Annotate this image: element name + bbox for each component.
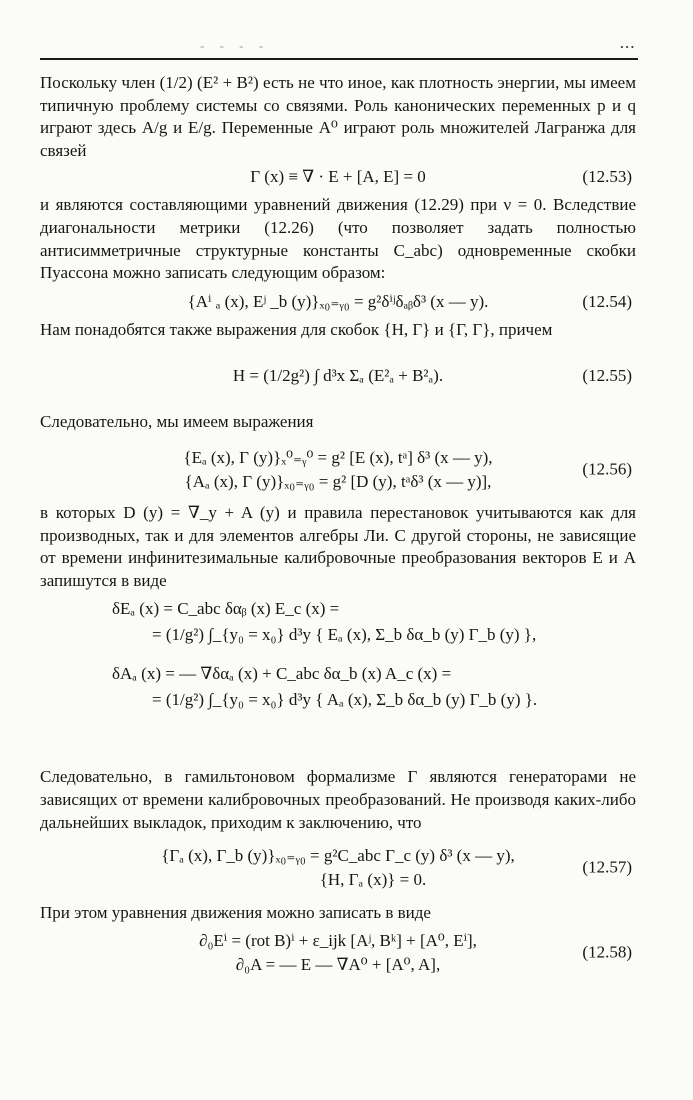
equation-text: {Aⁱ ₐ (x), Eʲ _b (y)}ₓ₀₌ᵧ₀ = g²δⁱʲδₐᵦδ³ (x — y).	[187, 291, 489, 311]
header-fragment: - - - -	[200, 38, 270, 53]
equation-text: H = (1/2g²) ∫ d³x Σₐ (E²ₐ + B²ₐ).	[232, 366, 444, 386]
equation-body	[161, 842, 515, 892]
paragraph-3: Нам понадобятся также выражения для скобок {H, Γ} и {Γ, Γ}, причем	[40, 319, 553, 339]
equation-line: ∂₀A = — E — ∇A⁰ + [A⁰, A],	[235, 954, 441, 974]
equation-number: (12.54)	[582, 291, 632, 311]
header-rule	[40, 58, 638, 60]
paragraph-2: и являются составляющими уравнений движения (12.29) при ν = 0. Вследствие диагональности метрики (12.26) (что позволяет задать полностью антисимметричные структурные константы C_abc) одновременные скобки Пуассона можно записать следующим образом:	[40, 195, 636, 283]
equation-body	[183, 444, 492, 494]
equation-body	[199, 927, 477, 977]
equation-number: (12.56)	[582, 459, 632, 479]
paragraph-7: При этом уравнения движения можно записать в виде	[40, 903, 431, 923]
equation-gauge-transformations	[40, 596, 636, 752]
equation-number: (12.55)	[582, 366, 632, 386]
paragraph-1: Поскольку член (1/2) (E² + B²) есть не что иное, как плотность энергии, мы имеем типичную проблему системы со связями. Роль канонических переменных p и q играют здесь A/g и E/g. Переменные A⁰ играют роль множителей Лагранжа для связей	[40, 73, 636, 160]
equation-number: (12.57)	[582, 857, 632, 877]
equation-line: {Γₐ (x), Γ_b (y)}ₓ₀₌ᵧ₀ = g²C_abc Γ_c (y) δ³ (x — y),	[161, 846, 515, 866]
page-number: ...	[620, 36, 636, 51]
equation-line: {H, Γₐ (x)} = 0.	[319, 870, 427, 890]
paragraph-6: Следовательно, в гамильтоновом формализме Γ являются генераторами не зависящих от времени калибровочных преобразований. Не производя каких-либо дальнейших выкладок, приходим к заключению, что	[40, 767, 636, 832]
equation-12-57	[40, 842, 636, 894]
equation-12-54	[40, 285, 636, 319]
equation-number: (12.58)	[582, 942, 632, 962]
equation-line: {Aₐ (x), Γ (y)}ₓ₀₌ᵧ₀ = g² [D (y), tᵃδ³ (x — y)],	[184, 471, 492, 491]
equation-line: δAₐ (x) = — ∇δαₐ (x) + C_abc δα_b (x) A_c (x) =	[112, 664, 452, 684]
equation-12-55	[40, 345, 636, 407]
equation-12-56	[40, 444, 636, 496]
equation-line: = (1/g²) ∫_{y₀ = x₀} d³y { Eₐ (x), Σ_b δα_b (y) Γ_b (y) },	[152, 625, 537, 645]
paragraph-5: в которых D (y) = ∇_y + A (y) и правила перестановок учитываются как для производных, так и для элементов алгебры Ли. С другой стороны, не зависящие от времени инфинитезимальные калибровочные преобразования векторов E и A запишутся в виде	[40, 502, 636, 590]
equation-line: = (1/g²) ∫_{y₀ = x₀} d³y { Aₐ (x), Σ_b δα_b (y) Γ_b (y) }.	[152, 690, 538, 710]
equation-line: {Eₐ (x), Γ (y)}ₓ⁰₌ᵧ⁰ = g² [E (x), tᵃ] δ³ (x — y),	[183, 447, 493, 467]
equation-12-58	[40, 927, 636, 979]
equation-text: Γ (x) ≡ ∇ · E + [A, E] = 0	[250, 167, 426, 187]
page-body	[40, 72, 636, 979]
paragraph-4: Следовательно, мы имеем выражения	[40, 412, 314, 432]
equation-line: δEₐ (x) = C_abc δαᵦ (x) E_c (x) =	[112, 599, 340, 619]
equation-12-53	[40, 162, 636, 192]
running-header	[40, 36, 638, 52]
equation-line: ∂₀Eⁱ = (rot B)ⁱ + ε_ijk [Aʲ, Bᵏ] + [A⁰, Eⁱ],	[199, 930, 477, 950]
equation-number: (12.53)	[582, 167, 632, 187]
